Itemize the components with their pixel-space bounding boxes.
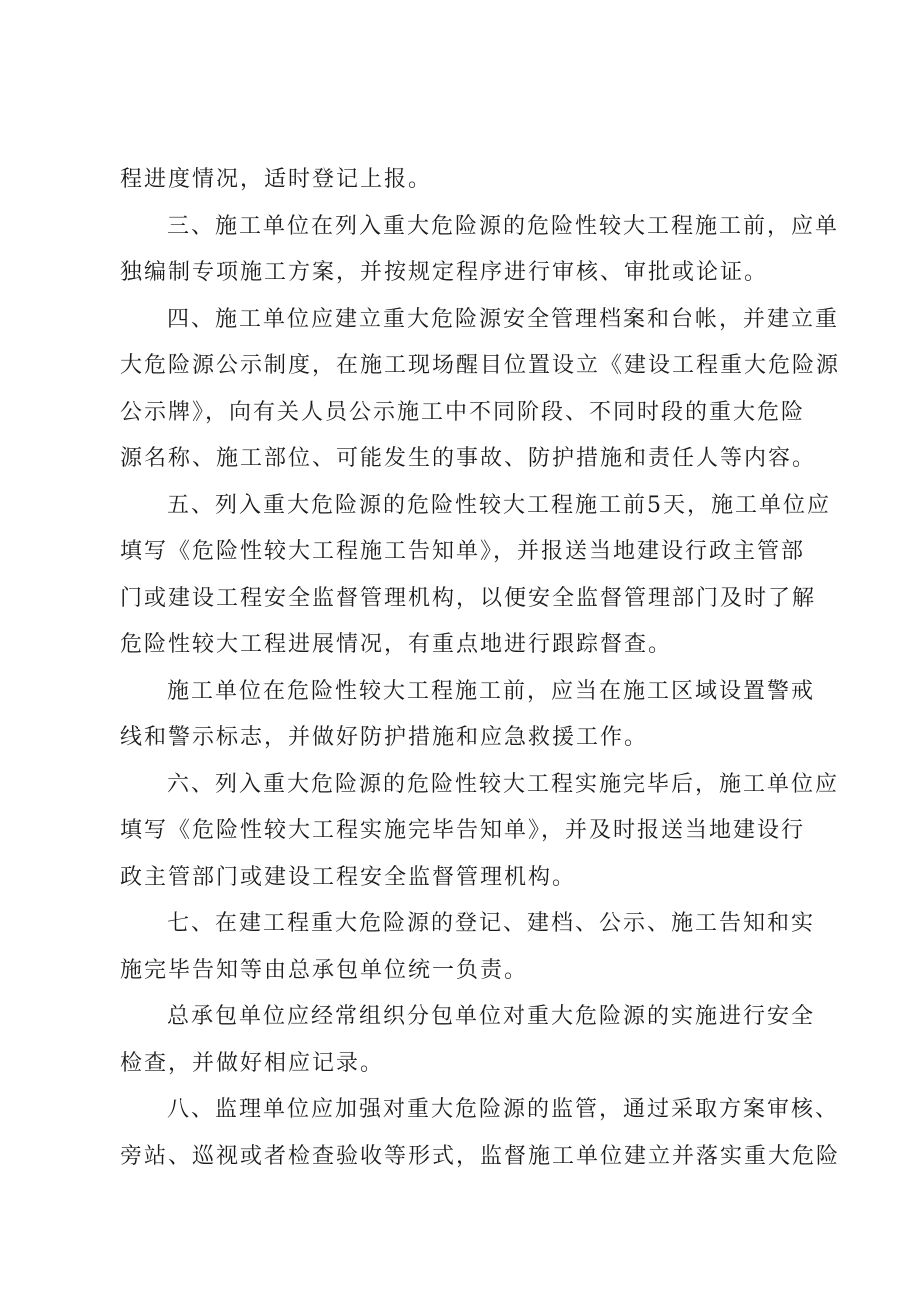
paragraph-4-start: 四、施工单位应建立重大危险源安全管理档案和台帐，并建立重 <box>167 306 840 332</box>
text-line: 大危险源公示制度，在施工现场醒目位置设立《建设工程重大危险源 <box>120 353 841 378</box>
text-line: 危险性较大工程进展情况，有重点地进行跟踪督查。 <box>120 632 673 657</box>
text-line: 检查，并做好相应记录。 <box>120 1050 385 1076</box>
text-line: 程进度情况，适时登记上报。 <box>120 167 433 192</box>
paragraph-5b-start: 施工单位在危险性较大工程施工前，应当在施工区域设置警戒 <box>167 678 816 704</box>
text-line: 填写《危险性较大工程施工告知单》，并报送当地建设行政主管部 <box>120 539 806 564</box>
text-line: 源名称、施工部位、可能发生的事故、防护措施和责任人等内容。 <box>120 446 817 471</box>
paragraph-5-start: 五、列入重大危险源的危险性较大工程施工前5天，施工单位应 <box>167 492 831 518</box>
text-line: 填写《危险性较大工程实施完毕告知单》，并及时报送当地建设行 <box>120 818 806 843</box>
paragraph-6-start: 六、列入重大危险源的危险性较大工程实施完毕后，施工单位应 <box>167 771 840 797</box>
paragraph-7-start: 七、在建工程重大危险源的登记、建档、公示、施工告知和实 <box>167 911 816 936</box>
text-line: 线和警示标志，并做好防护措施和应急救援工作。 <box>120 725 649 750</box>
paragraph-3-start: 三、施工单位在列入重大危险源的危险性较大工程施工前，应单 <box>167 213 840 239</box>
text-line: 公示牌》，向有关人员公示施工中不同阶段、不同时段的重大危险 <box>120 399 806 425</box>
text-line: 旁站、巡视或者检查验收等形式，监督施工单位建立并落实重大危险 <box>120 1143 841 1169</box>
paragraph-8-start: 八、监理单位应加强对重大危险源的监管，通过采取方案审核、 <box>167 1097 840 1122</box>
text-line: 独编制专项施工方案，并按规定程序进行审核、审批或论证。 <box>120 260 769 285</box>
paragraph-7b-start: 总承包单位应经常组织分包单位对重大危险源的实施进行安全 <box>167 1004 816 1029</box>
document-body <box>120 157 841 1180</box>
text-line: 门或建设工程安全监督管理机构，以便安全监督管理部门及时了解 <box>120 585 817 611</box>
text-line: 施完毕告知等由总承包单位统一负责。 <box>120 957 529 983</box>
text-line: 政主管部门或建设工程安全监督管理机构。 <box>120 864 577 890</box>
